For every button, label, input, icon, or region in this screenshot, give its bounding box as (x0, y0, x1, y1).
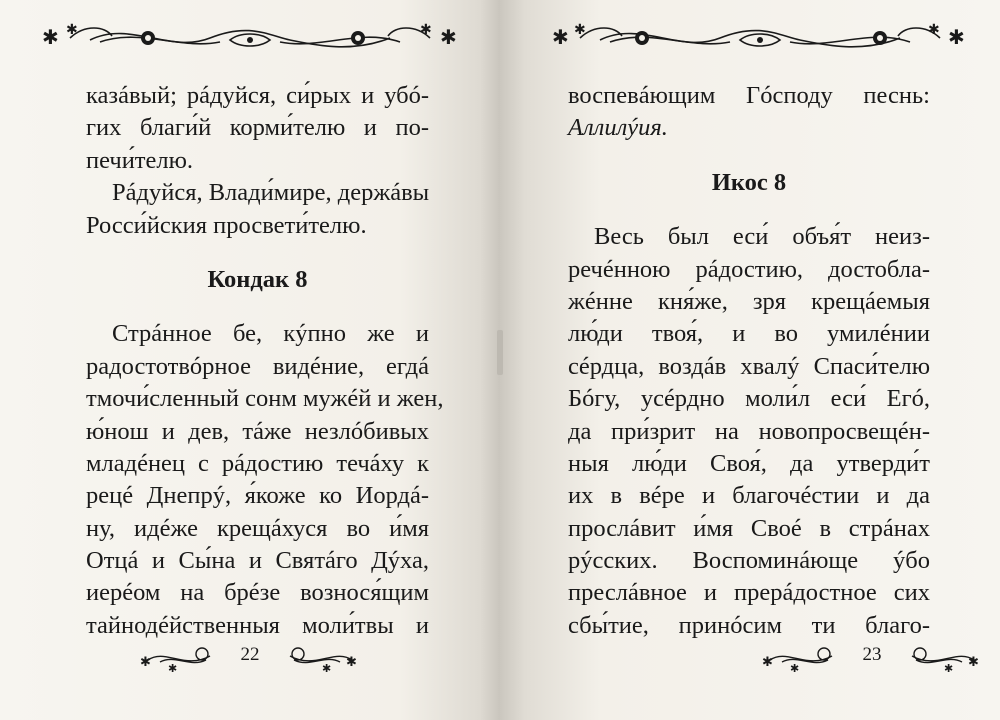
svg-text:✱: ✱ (928, 22, 940, 38)
svg-text:✱: ✱ (948, 25, 965, 49)
section-heading: Икос 8 (711, 168, 787, 196)
text-line: рýсских. Воспоминáюще ýбо (568, 547, 930, 575)
svg-text:✱: ✱ (790, 662, 800, 674)
text-line: ныя лю́ди Своя́, да утверди́т (568, 449, 930, 477)
footer-ornament-right-icon (902, 640, 982, 674)
svg-text:✱: ✱ (42, 25, 59, 49)
svg-text:✱: ✱ (552, 25, 569, 49)
floral-header-ornament-icon (30, 14, 470, 58)
text-line: прослáвит и́мя Своé в стрáнах (568, 514, 930, 542)
text-line: сбы́тие, принóсим ти благо- (568, 611, 930, 639)
spacer (568, 145, 930, 167)
text-line: иерéом на брéзе вознося́щим (86, 579, 429, 607)
text-line: тмочи́сленный сонм мужéй и жен, (86, 385, 444, 413)
right-page (500, 0, 1000, 720)
page-number: 22 (240, 644, 260, 665)
svg-text:✱: ✱ (944, 662, 954, 674)
text-line: радостотвóрное видéние, егдá (86, 352, 429, 380)
text-line: печи́телю. (86, 146, 194, 174)
section-heading: Кондак 8 (207, 265, 308, 293)
svg-text:✱: ✱ (140, 655, 151, 670)
text-line: казáвый; рáдуйся, си́рых и убó- (86, 82, 429, 109)
svg-text:✱: ✱ (574, 22, 586, 38)
gutter-shadow (497, 330, 503, 375)
text-line: сéрдца, воздáв хвалý Спаси́телю (568, 352, 930, 380)
svg-text:✱: ✱ (420, 22, 432, 38)
text-line: преслáвное и прерáдостное сих (568, 579, 930, 607)
page-footer (762, 640, 982, 674)
svg-text:✱: ✱ (322, 662, 332, 674)
text-line: ю́нош и дев, тáже незлóбивых (86, 417, 429, 445)
spacer (86, 242, 429, 264)
text-line: лю́ди твоя́, и во умилéнии (568, 320, 930, 348)
text-line: Бóгу, усéрдно моли́л еси́ Егó, (568, 385, 930, 413)
svg-text:✱: ✱ (440, 25, 457, 49)
text-line: гих благи́й корми́телю и по- (86, 114, 429, 142)
text-line: да при́зрит на новопросвещéн- (568, 417, 930, 445)
spacer (86, 296, 429, 318)
text-line: рецé Днепрý, я́коже ко Иордá- (86, 482, 429, 510)
text-line: речéнною рáдостию, достобла- (568, 255, 930, 283)
right-page-text (568, 80, 930, 642)
page-footer (140, 640, 360, 674)
page-number: 23 (862, 644, 882, 665)
svg-text:✱: ✱ (968, 655, 979, 670)
text-line: их в вéре и благочéстии и да (568, 482, 930, 510)
floral-header-ornament-icon (550, 14, 970, 58)
text-line: Росси́йския просвети́телю. (86, 211, 367, 239)
text-line: Отцá и Сы́на и Святáго Дýха, (86, 547, 429, 575)
left-page-text (86, 80, 444, 642)
spacer (568, 199, 930, 221)
text-line: младéнец с рáдостию течáху к (86, 449, 429, 477)
svg-text:✱: ✱ (762, 655, 773, 670)
text-line: тайнодéйственныя моли́твы и (86, 611, 429, 639)
text-line: Стрáнное бе, кýпно же и (112, 320, 429, 348)
svg-text:✱: ✱ (66, 22, 78, 38)
text-line: ну, идéже крещáхуся во и́мя (86, 514, 429, 542)
text-line: Аллилýия. (568, 114, 668, 142)
footer-ornament-right-icon (280, 640, 360, 674)
text-line: Рáдуйся, Влади́мире, держáвы (112, 179, 430, 207)
svg-text:✱: ✱ (346, 655, 357, 670)
text-line: воспевáющим Гóсподу песнь: (568, 82, 930, 109)
text-line: жéнне кня́же, зря крещáемыя (568, 287, 930, 315)
svg-text:✱: ✱ (168, 662, 178, 674)
text-line: Весь был еси́ объя́т неиз- (594, 223, 930, 251)
